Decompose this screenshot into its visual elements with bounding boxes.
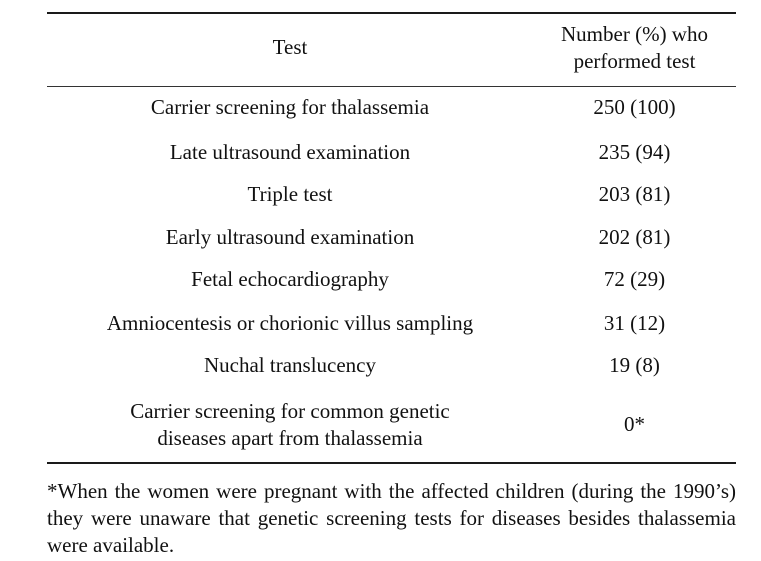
table-row-test: Early ultrasound examination bbox=[165, 225, 415, 249]
table-row-test bbox=[47, 398, 533, 452]
table-row-number: 202 (81) bbox=[598, 225, 671, 249]
table-row-number: 31 (12) bbox=[603, 311, 666, 335]
column-header-test: Test bbox=[272, 35, 308, 59]
table-row-test-line1: Carrier screening for common genetic bbox=[130, 399, 450, 423]
table-row-number: 203 (81) bbox=[598, 182, 671, 206]
column-header-number-line1: Number (%) who bbox=[561, 22, 708, 46]
table-row-test: Triple test bbox=[247, 182, 333, 206]
column-header-number-line2: performed test bbox=[573, 49, 696, 73]
table-row-test: Carrier screening for thalassemia bbox=[150, 95, 430, 119]
column-header-number bbox=[533, 21, 736, 75]
table-row-number: 235 (94) bbox=[598, 140, 671, 164]
table-row-test-line2: diseases apart from thalassemia bbox=[157, 426, 423, 450]
table-row-number: 19 (8) bbox=[609, 353, 660, 377]
table-row-test: Amniocentesis or chorionic villus sampling bbox=[106, 311, 474, 335]
table-row-number: 72 (29) bbox=[603, 267, 666, 291]
table-row-test: Nuchal translucency bbox=[203, 353, 376, 377]
table-bottom-rule bbox=[47, 462, 736, 464]
table-row-number: 0* bbox=[624, 412, 645, 436]
table-top-rule bbox=[47, 12, 736, 14]
header-divider-rule bbox=[47, 86, 736, 87]
table-row-test: Fetal echocardiography bbox=[191, 267, 389, 291]
table-footnote: *When the women were pregnant with the affected children (during the 1990’s) they were unaware that genetic screening tests for diseases besides thalassemia were available. bbox=[47, 479, 736, 557]
table-row-test: Late ultrasound examination bbox=[169, 140, 411, 164]
table-row-number: 250 (100) bbox=[593, 95, 676, 119]
